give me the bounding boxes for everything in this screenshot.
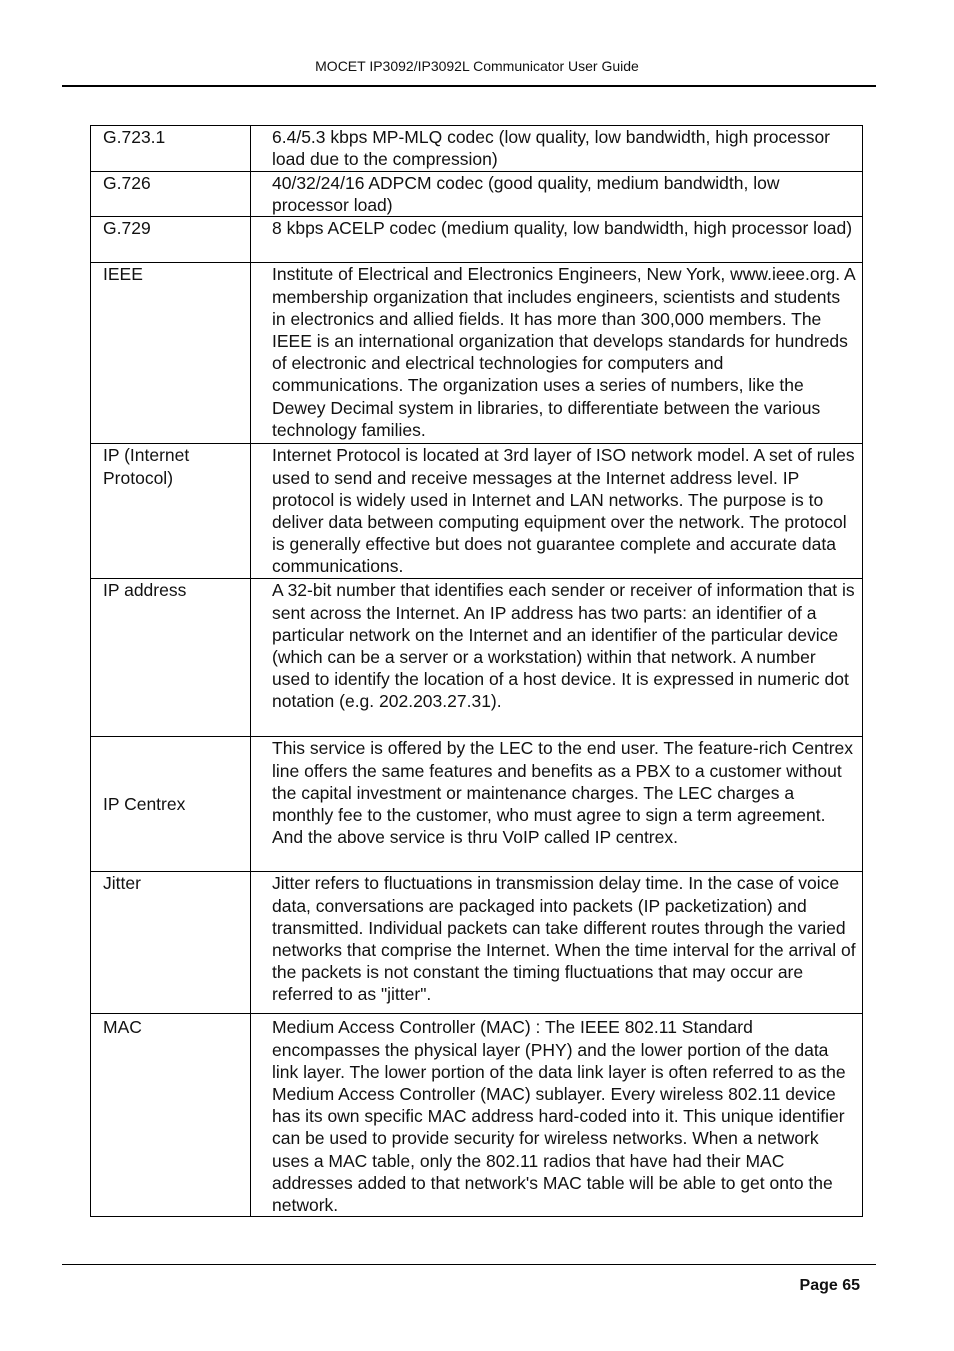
glossary-term: G.729: [91, 217, 251, 263]
glossary-table: [90, 125, 863, 1217]
table-row: [91, 172, 863, 217]
glossary-term: IP address: [91, 579, 251, 737]
table-row: [91, 217, 863, 263]
table-row: [91, 263, 863, 444]
page-number: Page 65: [799, 1277, 860, 1294]
table-row: [91, 579, 863, 737]
header-rule: [62, 85, 876, 87]
glossary-definition: 6.4/5.3 kbps MP-MLQ codec (low quality, low bandwidth, high processor load due to the compression): [251, 126, 863, 172]
table-row: [91, 1014, 863, 1217]
table-row: [91, 737, 863, 872]
table-row: [91, 872, 863, 1014]
glossary-term: Jitter: [91, 872, 251, 1014]
glossary-definition: This service is offered by the LEC to the end user. The feature-rich Centrex line offers the same features and benefits as a PBX to a customer without the capital investment or maintenance charges. The LEC charges a monthly fee to the customer, who must agree to sign a term agreement. And the above service is thru VoIP called IP centrex.: [251, 737, 863, 872]
table-row: [91, 126, 863, 172]
glossary-definition: Institute of Electrical and Electronics Engineers, New York, www.ieee.org. A membership organization that includes engineers, scientists and students in electronics and allied fields. It has more than 300,000 members. The IEEE is an international organization that develops standards for hundreds of electronic and electrical technologies for computers and communications. The organization uses a series of numbers, like the Dewey Decimal system in libraries, to differentiate between the various technology families.: [251, 263, 863, 444]
glossary-definition: Medium Access Controller (MAC) : The IEEE 802.11 Standard encompasses the physical layer (PHY) and the lower portion of the data link layer. The lower portion of the data link layer is often referred to as the Medium Access Controller (MAC) sublayer. Every wireless 802.11 device has its own specific MAC address hard-coded into it. This unique identifier can be used to provide security for wireless networks. When a network uses a MAC table, only the 802.11 radios that have had their MAC addresses added to that network's MAC table will be able to get onto the network.: [251, 1014, 863, 1217]
glossary-term: G.723.1: [91, 126, 251, 172]
glossary-term: MAC: [91, 1014, 251, 1217]
glossary-term: IEEE: [91, 263, 251, 444]
glossary-definition: Jitter refers to fluctuations in transmission delay time. In the case of voice data, conversations are packaged into packets (IP packetization) and transmitted. Individual packets can take different routes through the varied networks that comprise the Internet. When the time interval for the arrival of the packets is not constant the timing fluctuations that may occur are referred to as "jitter".: [251, 872, 863, 1014]
glossary-definition: A 32-bit number that identifies each sender or receiver of information that is sent across the Internet. An IP address has two parts: an identifier of a particular network on the Internet and an identifier of the particular device (which can be a server or a workstation) within that network. A number used to identify the location of a host device. It is expressed in numeric dot notation (e.g. 202.203.27.31).: [251, 579, 863, 737]
glossary-term: IP Centrex: [91, 737, 251, 872]
glossary-definition: 40/32/24/16 ADPCM codec (good quality, medium bandwidth, low processor load): [251, 172, 863, 217]
glossary-definition: 8 kbps ACELP codec (medium quality, low bandwidth, high processor load): [251, 217, 863, 263]
footer-rule: [62, 1264, 876, 1265]
page-header-title: MOCET IP3092/IP3092L Communicator User Guide: [315, 58, 639, 74]
table-row: [91, 444, 863, 579]
glossary-definition: Internet Protocol is located at 3rd layer of ISO network model. A set of rules used to send and receive messages at the Internet address level. IP protocol is widely used in Internet and LAN networks. The purpose is to deliver data between computing equipment over the network. The protocol is generally effective but does not guarantee complete and accurate data communications.: [251, 444, 863, 579]
glossary-term: G.726: [91, 172, 251, 217]
glossary-term: IP (Internet Protocol): [91, 444, 251, 579]
